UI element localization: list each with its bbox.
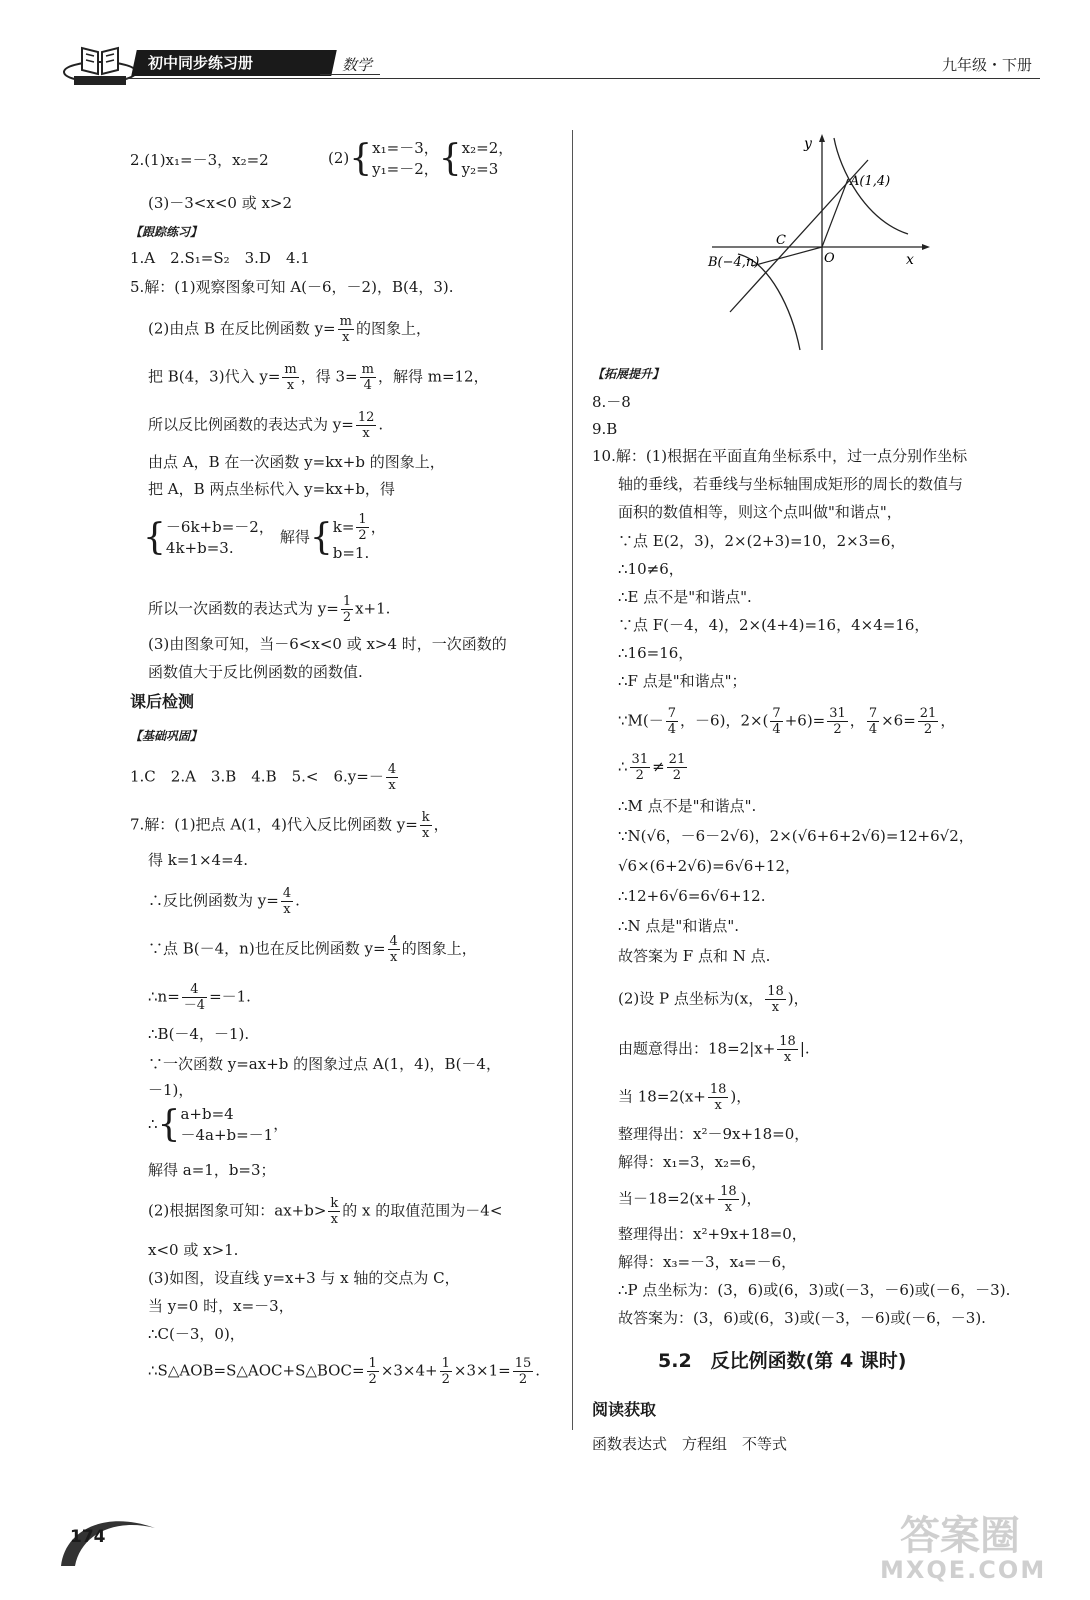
numerator: 21 xyxy=(668,752,686,767)
answer-5-1: 5.解：(1)观察图象可知 A(－6，－2)，B(4，3). xyxy=(130,278,454,296)
sys2-line-a: x₂=2， xyxy=(461,139,514,157)
answer-10-2f xyxy=(618,1184,762,1215)
denominator: 4 xyxy=(363,378,372,393)
text: ， xyxy=(940,711,956,730)
answer-7-2a xyxy=(148,1196,502,1227)
text: . xyxy=(535,1361,541,1380)
fraction xyxy=(708,1082,729,1113)
denominator: 2 xyxy=(342,610,352,625)
point-c-label: C xyxy=(776,233,786,248)
answer-7-1d xyxy=(148,934,477,965)
answer-9: 9.B xyxy=(592,420,618,438)
answer-7-3c: ∴C(－3，0)， xyxy=(148,1325,245,1343)
function-graph xyxy=(700,130,940,355)
answer-10-1c: 面积的数值相等，则这个点叫做"和谐点"， xyxy=(618,503,902,521)
denominator: x xyxy=(714,1098,722,1113)
text: )， xyxy=(787,989,809,1008)
text: )， xyxy=(730,1087,752,1106)
answer-10-1n: √6×(6+2√6)=6√6+12， xyxy=(618,857,800,875)
answers-1-4: 1.A 2.S₁=S₂ 3.D 4.1 xyxy=(130,249,310,267)
answer-10-1e: ∴10≠6， xyxy=(618,560,684,578)
numerator: 31 xyxy=(631,752,649,767)
numerator: 4 xyxy=(282,886,292,901)
y-axis-label: y xyxy=(804,136,812,152)
x-axis-label: x xyxy=(906,252,914,268)
sys1-line-b: y₁=－2， xyxy=(372,160,439,178)
text: ×6= xyxy=(881,711,916,730)
denominator: －4 xyxy=(183,998,206,1013)
fraction xyxy=(386,762,398,793)
fraction xyxy=(360,362,376,393)
answer-5-3b: 函数值大于反比例函数的函数值. xyxy=(148,663,363,681)
answer-10-2h: 解得：x₃=－3，x₄=－6， xyxy=(618,1253,797,1271)
watermark-url: MXQE.COM xyxy=(880,1556,1047,1584)
answer-10-1h: ∴16=16， xyxy=(618,644,694,662)
answer-10-1g: ∵点 F(－4，4)，2×(4+4)=16，4×4=16， xyxy=(618,616,930,634)
sys-line-b: 4k+b=3. xyxy=(165,539,234,557)
grade-label: 九年级・下册 xyxy=(941,56,1032,74)
equation-system xyxy=(180,1104,273,1146)
denominator: x xyxy=(724,1200,733,1215)
numerator: k xyxy=(330,1196,339,1211)
answer-10-1p: ∴N 点是"和谐点". xyxy=(618,917,740,935)
answer-10-2a xyxy=(618,984,809,1015)
answer-10-2c xyxy=(618,1082,751,1113)
brace: { xyxy=(157,1104,181,1145)
fraction xyxy=(367,1356,379,1387)
answer-7-1h: －1)， xyxy=(148,1081,194,1099)
answer-10-2g: 整理得出：x²+9x+18=0， xyxy=(618,1225,807,1243)
fraction xyxy=(282,362,298,393)
answer-10-1l: ∴M 点不是"和谐点". xyxy=(618,797,757,815)
answer-5-2b xyxy=(148,362,489,393)
answer-5-3a: (3)由图象可知，当－6<x<0 或 x>4 时，一次函数的 xyxy=(148,635,507,653)
text: 由题意得出：18=2|x+ xyxy=(618,1039,776,1058)
fraction xyxy=(440,1356,452,1387)
text: x+1. xyxy=(355,599,391,618)
text: . xyxy=(295,891,300,910)
denominator: 2 xyxy=(358,528,367,543)
text: 的图象上， xyxy=(355,319,431,338)
text: 当 18=2(x+ xyxy=(618,1087,706,1106)
answer-5-2c xyxy=(148,410,383,441)
text: ∴ xyxy=(618,757,628,776)
answer-10-1m: ∵N(√6，－6－2√6)，2×(√6+6+2√6)=12+6√2， xyxy=(618,827,974,845)
numerator: m xyxy=(361,362,374,377)
answer-10-1q: 故答案为 F 点和 N 点. xyxy=(618,947,771,965)
text: ∵点 B(－4，n)也在反比例函数 y= xyxy=(148,939,386,958)
label-2-2: (2) xyxy=(328,149,350,167)
numerator: k xyxy=(421,810,430,825)
text: ∴S△AOB=S△AOC+S△BOC= xyxy=(148,1361,365,1380)
answer-5-2f xyxy=(143,512,386,564)
denominator: x xyxy=(283,902,291,917)
line-y-x-plus-3 xyxy=(730,160,868,312)
fraction xyxy=(341,594,353,625)
answer-10-1j xyxy=(618,706,955,737)
point-b-label: B(−4,n) xyxy=(708,255,760,270)
numerator: m xyxy=(284,362,297,377)
denominator: x xyxy=(330,1212,338,1227)
page-header xyxy=(50,40,1040,90)
text: ∴ xyxy=(148,1115,158,1133)
answer-10-2i: ∴P 点坐标为：(3，6)或(6，3)或(－3，－6)或(－6，－3). xyxy=(618,1281,1011,1299)
text: 当－18=2(x+ xyxy=(618,1189,717,1208)
text: . xyxy=(378,415,384,434)
numerator: 1 xyxy=(441,1356,450,1371)
answer-10-1a: 10.解：(1)根据在平面直角坐标系中，过一点分别作坐标 xyxy=(592,447,968,465)
denominator: x xyxy=(771,1000,780,1015)
fraction xyxy=(667,752,688,783)
sys-line-a: －6k+b=－2， xyxy=(165,518,274,536)
basic-consolidation-heading: 【基础巩固】 xyxy=(130,729,203,743)
denominator: 2 xyxy=(518,1372,528,1387)
text: ， xyxy=(370,517,386,536)
origin-label: O xyxy=(824,251,835,266)
denominator: x xyxy=(362,426,370,441)
numerator: 18 xyxy=(720,1184,737,1199)
extend-heading: 【拓展提升】 xyxy=(592,367,665,381)
reading-heading: 阅读获取 xyxy=(592,1400,657,1419)
subject-label: 数学 xyxy=(342,56,373,74)
fraction xyxy=(356,410,377,441)
b-solution: b=1. xyxy=(332,544,370,562)
denominator: 4 xyxy=(772,722,781,737)
answer-7-1e xyxy=(148,982,251,1013)
answer-7-2b: x<0 或 x>1. xyxy=(148,1241,239,1259)
text: =－1. xyxy=(209,987,251,1006)
numerator: m xyxy=(339,314,352,329)
fraction xyxy=(765,984,786,1015)
numerator: 31 xyxy=(829,706,846,721)
book-title: 初中同步练习册 xyxy=(131,50,337,76)
answer-10-1k xyxy=(618,752,689,783)
text: ， xyxy=(849,711,865,730)
answer-10-1i: ∴F 点是"和谐点"； xyxy=(618,672,747,690)
text: (2)根据图象可知：ax+b> xyxy=(148,1201,327,1220)
text: ∴反比例函数为 y= xyxy=(148,891,279,910)
y-axis-arrow-icon xyxy=(819,134,825,142)
denominator: 2 xyxy=(368,1372,377,1387)
fraction xyxy=(630,752,651,783)
point-a-label: A(1,4) xyxy=(850,174,891,189)
text: (2)设 P 点坐标为(x， xyxy=(618,989,764,1008)
x-axis-arrow-icon xyxy=(922,244,930,250)
fraction xyxy=(356,512,368,543)
brace: { xyxy=(143,517,166,558)
denominator: 2 xyxy=(833,722,842,737)
text: ，得 3= xyxy=(300,367,358,386)
numerator: 1 xyxy=(342,594,352,609)
answer-5-2g xyxy=(148,594,390,625)
page-number: 174 xyxy=(70,1527,106,1547)
text: 所以一次函数的表达式为 y= xyxy=(148,599,339,618)
answer-7-1a xyxy=(130,810,449,841)
text: ≠ xyxy=(652,757,665,776)
answer-7-1f: ∴B(－4，－1). xyxy=(148,1025,250,1043)
section-after-class-test: 课后检测 xyxy=(130,692,195,711)
section-5-2-title: 5.2 反比例函数(第 4 课时) xyxy=(658,1350,907,1372)
numerator: 18 xyxy=(767,984,784,999)
answer-7-3d xyxy=(148,1356,540,1387)
fraction xyxy=(770,706,782,737)
numerator: 4 xyxy=(389,934,398,949)
answer-7-3a: (3)如图，设直线 y=x+3 与 x 轴的交点为 C， xyxy=(148,1269,460,1287)
text: 7.解：(1)把点 A(1，4)代入反比例函数 y= xyxy=(130,815,418,834)
answer-7-3b: 当 y=0 时，x=－3， xyxy=(148,1297,294,1315)
answer-5-2a xyxy=(148,314,431,345)
denominator: x xyxy=(783,1050,792,1065)
fraction xyxy=(182,982,207,1013)
answer-10-1f: ∴E 点不是"和谐点". xyxy=(618,588,752,606)
sys-line-a: a+b=4 xyxy=(180,1105,234,1123)
fraction xyxy=(338,314,354,345)
answer-7-1j: 解得 a=1，b=3； xyxy=(148,1161,276,1179)
reading-keywords: 函数表达式 方程组 不等式 xyxy=(592,1435,788,1453)
system-2 xyxy=(462,138,514,180)
brace: { xyxy=(309,517,333,558)
sys1-line-a: x₁=－3， xyxy=(372,139,439,157)
brace: { xyxy=(349,138,373,179)
track-practice-heading: 【跟踪练习】 xyxy=(130,225,203,239)
text: (2)由点 B 在反比例函数 y= xyxy=(148,319,336,338)
text: )， xyxy=(740,1189,762,1208)
header-rule xyxy=(126,78,1040,79)
equation-system xyxy=(166,517,274,559)
numerator: 12 xyxy=(357,410,375,425)
fraction xyxy=(388,934,400,965)
watermark xyxy=(870,1500,1070,1590)
denominator: 4 xyxy=(667,722,677,737)
text: ∴n= xyxy=(148,987,180,1006)
brace: { xyxy=(438,138,462,179)
denominator: 2 xyxy=(923,722,933,737)
answer-10-1d: ∵点 E(2，3)，2×(2+3)=10，2×3=6， xyxy=(618,532,906,550)
watermark-chars: 答案圈 xyxy=(900,1513,1020,1559)
answer-2-3: (3)－3<x<0 或 x>2 xyxy=(148,194,293,212)
fraction xyxy=(918,706,939,737)
text: ×3×1= xyxy=(453,1361,511,1380)
text: ，－6)，2×( xyxy=(680,711,769,730)
sys-line-b: －4a+b=－1 xyxy=(180,1126,274,1144)
text: 所以反比例函数的表达式为 y= xyxy=(148,415,354,434)
numerator: 7 xyxy=(868,706,878,721)
book-logo-icon xyxy=(60,42,140,86)
text: 解得 xyxy=(279,528,310,546)
denominator: 2 xyxy=(635,768,644,783)
text: ， xyxy=(433,815,449,834)
fraction xyxy=(328,1196,340,1227)
answer-8: 8.－8 xyxy=(592,393,631,411)
fraction xyxy=(513,1356,534,1387)
answer-10-2d: 整理得出：x²－9x+18=0， xyxy=(618,1125,810,1143)
numerator: 21 xyxy=(919,706,937,721)
denominator: x xyxy=(389,950,398,965)
answer-7-1b: 得 k=1×4=4. xyxy=(148,851,248,869)
fraction xyxy=(718,1184,739,1215)
answer-2-1: 2.(1)x₁=－3，x₂=2 xyxy=(130,151,269,169)
k-solution xyxy=(332,512,386,543)
numerator: 15 xyxy=(514,1356,532,1371)
denominator: x xyxy=(388,778,396,793)
text: 1.C 2.A 3.B 4.B 5.< 6.y=－ xyxy=(130,767,384,786)
numerator: 18 xyxy=(709,1082,727,1097)
denominator: 2 xyxy=(441,1372,450,1387)
answer-5-2d: 由点 A，B 在一次函数 y=kx+b 的图象上， xyxy=(148,453,445,471)
fraction xyxy=(420,810,432,841)
denominator: x xyxy=(342,330,350,345)
fraction xyxy=(281,886,293,917)
numerator: 1 xyxy=(368,1356,377,1371)
answer-7-1i xyxy=(148,1104,288,1146)
answer-2-2 xyxy=(328,138,513,180)
fraction xyxy=(827,706,848,737)
numerator: 4 xyxy=(387,762,397,777)
text: 的 x 的取值范围为－4< xyxy=(342,1201,503,1220)
solution-system xyxy=(333,512,386,564)
numerator: 7 xyxy=(667,706,677,721)
numerator: 7 xyxy=(772,706,781,721)
answer-5-2e: 把 A，B 两点坐标代入 y=kx+b，得 xyxy=(148,480,395,498)
answer-7-1c xyxy=(148,886,300,917)
numerator: 1 xyxy=(358,512,367,527)
denominator: x xyxy=(422,826,430,841)
answers-1-6 xyxy=(130,762,400,793)
sys2-line-b: y₂=3 xyxy=(461,160,499,178)
system-1 xyxy=(372,138,439,180)
text: ∵M(－ xyxy=(618,711,664,730)
fraction xyxy=(666,706,678,737)
numerator: 18 xyxy=(779,1034,796,1049)
text: k= xyxy=(332,517,355,536)
text: ，解得 m=12， xyxy=(377,367,489,386)
answer-7-1g: ∵一次函数 y=ax+b 的图象过点 A(1，4)，B(－4， xyxy=(148,1055,501,1073)
denominator: 4 xyxy=(868,722,878,737)
column-divider xyxy=(572,130,573,1430)
text: +6)= xyxy=(784,711,826,730)
answer-10-2j: 故答案为：(3，6)或(6，3)或(－3，－6)或(－6，－3). xyxy=(618,1309,986,1327)
text: 的图象上， xyxy=(401,939,477,958)
answer-10-1o: ∴12+6√6=6√6+12. xyxy=(618,887,766,905)
numerator: 4 xyxy=(182,982,207,998)
segment-oa xyxy=(822,179,848,247)
fraction xyxy=(777,1034,798,1065)
text: 把 B(4，3)代入 y= xyxy=(148,367,281,386)
text: ， xyxy=(273,1115,289,1133)
denominator: x xyxy=(286,378,295,393)
fraction xyxy=(867,706,879,737)
text: |. xyxy=(799,1039,810,1058)
answer-10-1b: 轴的垂线，若垂线与坐标轴围成矩形的周长的数值与 xyxy=(618,475,964,493)
answer-10-2e: 解得：x₁=3，x₂=6， xyxy=(618,1153,767,1171)
answer-10-2b xyxy=(618,1034,810,1065)
text: ×3×4+ xyxy=(380,1361,438,1380)
denominator: 2 xyxy=(672,768,682,783)
